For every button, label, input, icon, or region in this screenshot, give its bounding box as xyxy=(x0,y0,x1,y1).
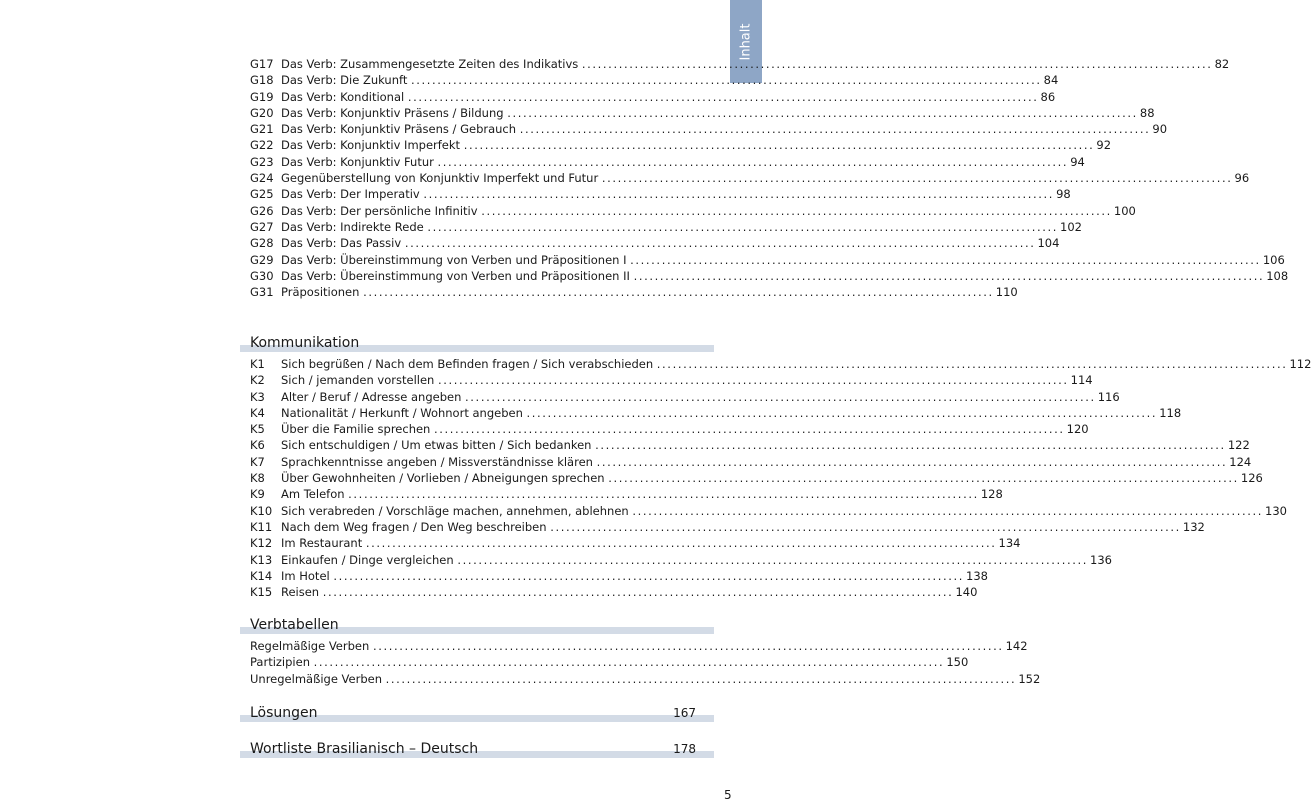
dot-leader: ........................................................................................................................ xyxy=(407,89,1039,104)
toc-entry-title: Das Verb: Indirekte Rede xyxy=(281,219,424,234)
toc-entry-page: 104 xyxy=(1037,236,1060,251)
toc-entry[interactable] xyxy=(250,137,1112,153)
dot-leader: ........................................................................................................................ xyxy=(457,552,1088,567)
verbtabellen-toc-list xyxy=(250,638,1041,687)
toc-entry-page: 128 xyxy=(980,487,1003,502)
toc-entry-page: 124 xyxy=(1229,454,1252,469)
toc-entry-title: Nationalität / Herkunft / Wohnort angeben xyxy=(281,405,523,420)
dot-leader: ........................................................................................................................ xyxy=(313,655,945,670)
toc-entry-page: 84 xyxy=(1043,73,1059,88)
toc-entry-code: K2 xyxy=(250,373,265,388)
dot-leader: ........................................................................................................................ xyxy=(372,639,1004,653)
toc-entry[interactable] xyxy=(250,72,1059,88)
dot-leader: ........................................................................................................................ xyxy=(608,471,1239,486)
toc-entry-code: K14 xyxy=(250,568,273,583)
toc-entry-title: Am Telefon xyxy=(281,487,345,502)
toc-entry-title: Regelmäßige Verben xyxy=(250,639,370,653)
dot-leader: ........................................................................................................................ xyxy=(550,519,1181,534)
toc-entry-title: Das Verb: Konjunktiv Futur xyxy=(281,154,434,169)
toc-entry-code: G26 xyxy=(250,203,274,218)
dot-leader: ........................................................................................................................ xyxy=(519,122,1151,137)
toc-entry-title: Gegenüberstellung von Konjunktiv Imperfekt und Futur xyxy=(281,171,599,186)
toc-entry-page: 138 xyxy=(966,568,988,583)
toc-entry-code: G17 xyxy=(250,57,274,71)
dot-leader: ........................................................................................................................ xyxy=(363,285,994,300)
toc-entry-page: 116 xyxy=(1097,389,1120,404)
toc-entry[interactable] xyxy=(250,203,1136,219)
dot-leader: ........................................................................................................................ xyxy=(385,671,1017,686)
toc-entry[interactable] xyxy=(250,454,1252,470)
page-number: 5 xyxy=(724,788,732,802)
side-tab-label: Inhalt xyxy=(738,23,754,60)
toc-entry[interactable] xyxy=(250,284,1018,300)
toc-entry-code: G27 xyxy=(250,219,274,234)
toc-entry-title: Das Verb: Das Passiv xyxy=(281,236,402,251)
toc-entry-code: K6 xyxy=(250,438,265,453)
toc-entry[interactable] xyxy=(250,252,1285,268)
toc-entry-page: 98 xyxy=(1056,187,1071,202)
toc-entry-title: Das Verb: Zusammengesetzte Zeiten des Indikativs xyxy=(281,57,579,71)
toc-entry-page: 94 xyxy=(1070,154,1085,169)
toc-entry-code: K11 xyxy=(250,519,273,534)
toc-entry[interactable] xyxy=(250,421,1089,437)
toc-entry-title: Sich entschuldigen / Um etwas bitten / Sich bedanken xyxy=(281,438,592,453)
toc-entry-code: G28 xyxy=(250,236,274,251)
toc-entry-page: 112 xyxy=(1289,357,1311,371)
toc-entry-code: G23 xyxy=(250,154,274,169)
toc-entry-title: Reisen xyxy=(281,585,320,600)
toc-entry[interactable] xyxy=(250,389,1120,405)
toc-entry-page: 136 xyxy=(1090,552,1112,567)
dot-leader: ........................................................................................................................ xyxy=(423,187,1055,202)
toc-entry-title: Nach dem Weg fragen / Den Weg beschreiben xyxy=(281,519,547,534)
toc-entry-page: 100 xyxy=(1113,203,1136,218)
toc-entry-page: 86 xyxy=(1040,89,1056,104)
toc-entry-page: 126 xyxy=(1240,471,1263,486)
toc-entry-page: 150 xyxy=(946,655,969,670)
toc-entry-title: Das Verb: Die Zukunft xyxy=(281,73,408,88)
toc-entry[interactable] xyxy=(250,503,1287,519)
dot-leader: ........................................................................................................................ xyxy=(322,585,954,600)
toc-entry-title: Das Verb: Übereinstimmung von Verben und Präpositionen I xyxy=(281,252,627,267)
dot-leader: ........................................................................................................................ xyxy=(481,203,1112,218)
toc-entry-title: Das Verb: Der Imperativ xyxy=(281,187,420,202)
section-wortliste[interactable] xyxy=(240,736,714,758)
section-page-number: 178 xyxy=(673,742,696,756)
dot-leader: ........................................................................................................................ xyxy=(633,268,1265,283)
dot-leader: ........................................................................................................................ xyxy=(365,536,997,551)
toc-entry[interactable] xyxy=(250,519,1205,535)
dot-leader: ........................................................................................................................ xyxy=(595,438,1226,453)
dot-leader: ........................................................................................................................ xyxy=(526,405,1158,420)
dot-leader: ........................................................................................................................ xyxy=(601,171,1233,186)
toc-entry-page: 118 xyxy=(1159,405,1182,420)
dot-leader: ........................................................................................................................ xyxy=(656,357,1288,371)
toc-entry-code: K4 xyxy=(250,405,265,420)
toc-entry-page: 102 xyxy=(1060,219,1082,234)
toc-entry-title: Partizipien xyxy=(250,655,310,670)
toc-entry-title: Das Verb: Konditional xyxy=(281,89,405,104)
toc-entry-page: 92 xyxy=(1096,138,1112,153)
toc-entry-page: 142 xyxy=(1005,639,1028,653)
toc-entry-page: 120 xyxy=(1066,422,1089,437)
toc-entry-code: K9 xyxy=(250,487,265,502)
toc-entry[interactable] xyxy=(250,535,1021,551)
toc-entry-page: 106 xyxy=(1262,252,1285,267)
toc-entry-page: 134 xyxy=(998,536,1021,551)
toc-entry-title: Präpositionen xyxy=(281,285,360,300)
toc-entry[interactable] xyxy=(250,235,1060,251)
dot-leader: ........................................................................................................................ xyxy=(404,236,1036,251)
dot-leader: ........................................................................................................................ xyxy=(630,252,1261,267)
toc-entry[interactable] xyxy=(250,437,1250,453)
toc-entry[interactable] xyxy=(250,405,1182,421)
toc-entry-code: K15 xyxy=(250,585,273,600)
dot-leader: ........................................................................................................................ xyxy=(437,154,1069,169)
dot-leader: ........................................................................................................................ xyxy=(465,389,1096,404)
toc-entry-code: G20 xyxy=(250,105,274,120)
toc-entry-code: G25 xyxy=(250,187,274,202)
toc-entry-page: 96 xyxy=(1234,171,1250,186)
toc-entry-code: G19 xyxy=(250,89,274,104)
dot-leader: ........................................................................................................................ xyxy=(427,219,1059,234)
toc-entry-page: 132 xyxy=(1182,519,1205,534)
toc-entry-page: 110 xyxy=(995,285,1018,300)
toc-entry-page: 108 xyxy=(1266,268,1289,283)
toc-entry-title: Das Verb: Konjunktiv Imperfekt xyxy=(281,138,461,153)
section-heading: Kommunikation xyxy=(250,335,360,351)
section-heading: Verbtabellen xyxy=(250,617,339,633)
toc-entry[interactable] xyxy=(250,105,1155,121)
toc-entry-code: G18 xyxy=(250,73,274,88)
toc-entry-code: K13 xyxy=(250,552,273,567)
toc-entry[interactable] xyxy=(250,638,1028,654)
toc-entry[interactable] xyxy=(250,671,1041,687)
toc-entry[interactable] xyxy=(250,154,1085,170)
toc-entry[interactable] xyxy=(250,89,1056,105)
toc-entry-title: Sprachkenntnisse angeben / Missverständnisse klären xyxy=(281,454,593,469)
section-verbtabellen xyxy=(240,612,714,634)
toc-entry-title: Das Verb: Konjunktiv Präsens / Gebrauch xyxy=(281,122,517,137)
toc-entry[interactable] xyxy=(250,552,1112,568)
toc-entry-title: Das Verb: Konjunktiv Präsens / Bildung xyxy=(281,105,504,120)
dot-leader: ........................................................................................................................ xyxy=(463,138,1095,153)
section-page-number: 167 xyxy=(673,706,696,720)
toc-entry-code: K5 xyxy=(250,422,265,437)
toc-entry[interactable] xyxy=(250,356,1311,372)
toc-entry-code: K10 xyxy=(250,503,273,518)
toc-entry[interactable] xyxy=(250,372,1093,388)
toc-entry-code: G22 xyxy=(250,138,274,153)
toc-entry-title: Alter / Beruf / Adresse angeben xyxy=(281,389,462,404)
toc-entry-title: Unregelmäßige Verben xyxy=(250,671,382,686)
toc-entry-code: G31 xyxy=(250,285,274,300)
section-kommunikation xyxy=(240,330,714,352)
toc-entry-title: Im Restaurant xyxy=(281,536,363,551)
kommunikation-toc-list xyxy=(250,356,1311,600)
toc-entry-title: Sich verabreden / Vorschläge machen, annehmen, ablehnen xyxy=(281,503,629,518)
toc-entry-title: Im Hotel xyxy=(281,568,330,583)
grammar-toc-list xyxy=(250,56,1289,300)
dot-leader: ........................................................................................................................ xyxy=(596,454,1228,469)
section-heading: Wortliste Brasilianisch – Deutsch xyxy=(250,741,479,757)
toc-entry[interactable] xyxy=(250,170,1250,186)
dot-leader: ........................................................................................................................ xyxy=(348,487,979,502)
toc-entry-title: Sich / jemanden vorstellen xyxy=(281,373,435,388)
toc-entry-code: K8 xyxy=(250,471,265,486)
dot-leader: ........................................................................................................................ xyxy=(434,422,1065,437)
toc-entry-page: 90 xyxy=(1152,122,1168,137)
toc-entry-code: K7 xyxy=(250,454,265,469)
toc-entry-page: 140 xyxy=(955,585,978,600)
toc-entry[interactable] xyxy=(250,268,1289,284)
toc-entry-code: K3 xyxy=(250,389,265,404)
toc-entry-code: G24 xyxy=(250,171,274,186)
dot-leader: ........................................................................................................................ xyxy=(632,503,1264,518)
toc-entry-page: 88 xyxy=(1139,105,1155,120)
dot-leader: ........................................................................................................................ xyxy=(333,568,965,583)
toc-entry[interactable] xyxy=(250,654,969,670)
section-heading: Lösungen xyxy=(250,705,318,721)
toc-entry-code: K12 xyxy=(250,536,273,551)
toc-entry[interactable] xyxy=(250,56,1230,72)
toc-entry-title: Das Verb: Der persönliche Infinitiv xyxy=(281,203,478,218)
toc-entry-code: K1 xyxy=(250,357,265,371)
dot-leader: ........................................................................................................................ xyxy=(437,373,1069,388)
toc-entry[interactable] xyxy=(250,219,1082,235)
toc-entry[interactable] xyxy=(250,584,978,600)
toc-entry[interactable] xyxy=(250,121,1168,137)
toc-entry-page: 114 xyxy=(1070,373,1093,388)
toc-entry-title: Das Verb: Übereinstimmung von Verben und Präpositionen II xyxy=(281,268,630,283)
toc-entry-page: 152 xyxy=(1018,671,1041,686)
toc-entry-code: G30 xyxy=(250,268,274,283)
toc-entry-page: 122 xyxy=(1227,438,1250,453)
toc-entry-page: 130 xyxy=(1265,503,1287,518)
dot-leader: ........................................................................................................................ xyxy=(411,73,1042,88)
dot-leader: ........................................................................................................................ xyxy=(581,57,1213,71)
toc-entry-page: 82 xyxy=(1214,57,1230,71)
toc-entry-title: Über die Familie sprechen xyxy=(281,422,431,437)
section-loesungen[interactable] xyxy=(240,700,714,722)
toc-entry[interactable] xyxy=(250,486,1003,502)
toc-entry-title: Über Gewohnheiten / Vorlieben / Abneigungen sprechen xyxy=(281,471,605,486)
toc-entry-code: G29 xyxy=(250,252,274,267)
toc-entry-code: G21 xyxy=(250,122,274,137)
dot-leader: ........................................................................................................................ xyxy=(507,105,1138,120)
toc-entry[interactable] xyxy=(250,186,1071,202)
toc-entry-title: Einkaufen / Dinge vergleichen xyxy=(281,552,454,567)
toc-entry[interactable] xyxy=(250,568,988,584)
toc-entry[interactable] xyxy=(250,470,1263,486)
toc-entry-title: Sich begrüßen / Nach dem Befinden fragen / Sich verabschieden xyxy=(281,357,654,371)
